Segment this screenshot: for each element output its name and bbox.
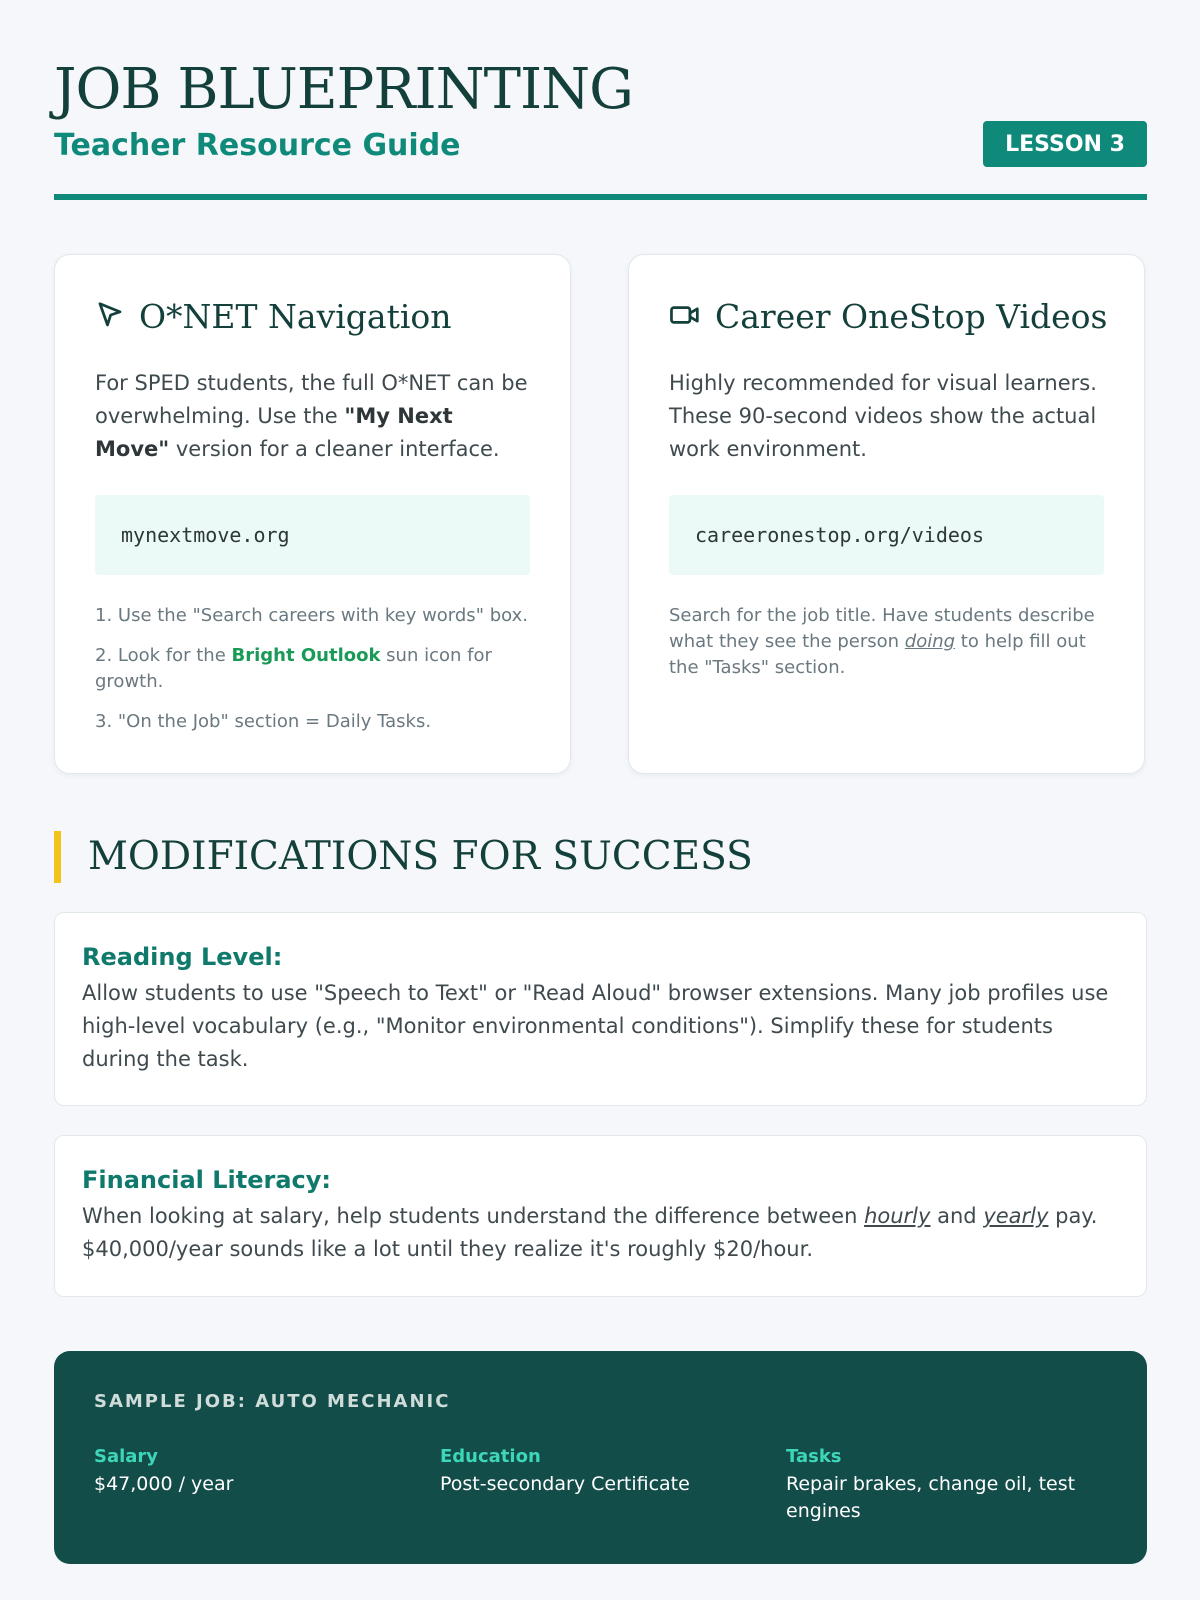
- careeronestop-card-description: Highly recommended for visual learners. These 90-second videos show the actual work environment.: [669, 371, 1097, 461]
- video-camera-icon: [669, 300, 701, 334]
- page-title: JOB BLUEPRINTING: [54, 57, 633, 122]
- onet-card-title: O*NET Navigation: [139, 297, 452, 336]
- salary-value: $47,000 / year: [94, 1473, 234, 1495]
- doing-emphasis: doing: [904, 631, 956, 652]
- bright-outlook-highlight: Bright Outlook: [231, 645, 381, 666]
- yearly-emphasis: yearly: [983, 1204, 1049, 1228]
- note-text: Search for the job title. Have students describe what they see the person: [669, 605, 1095, 652]
- reading-level-label: Reading Level:: [82, 943, 283, 971]
- reading-level-box: [54, 912, 1147, 1106]
- modifications-heading: MODIFICATIONS FOR SUCCESS: [54, 831, 753, 883]
- financial-literacy-text: [82, 1200, 1116, 1266]
- sample-job-panel: [54, 1351, 1147, 1564]
- career-onestop-card: [628, 254, 1145, 774]
- careeronestop-card-header: [669, 295, 1114, 339]
- cursor-arrow-icon: [95, 300, 125, 334]
- tasks-column: [786, 1445, 1096, 1525]
- careeronestop-card-title: Career OneStop Videos: [715, 297, 1108, 336]
- step-2-text-end: sun icon for growth.: [95, 645, 492, 692]
- my-next-move-emphasis: "My Next Move": [95, 404, 453, 461]
- careeronestop-url[interactable]: careeronestop.org/videos: [669, 495, 1104, 575]
- mynextmove-url[interactable]: mynextmove.org: [95, 495, 530, 575]
- onet-step-1: 1. Use the "Search careers with key words" box.: [95, 605, 528, 626]
- step-2-text: 2. Look for the: [95, 645, 232, 666]
- page-header: [54, 56, 1147, 200]
- tasks-label: Tasks: [786, 1446, 842, 1467]
- education-value: Post-secondary Certificate: [440, 1473, 690, 1495]
- tasks-value: Repair brakes, change oil, test engines: [786, 1473, 1076, 1522]
- onet-step-2: [95, 643, 530, 695]
- resource-guide-page: [54, 0, 1147, 1600]
- onet-navigation-card: [54, 254, 571, 774]
- reading-level-text: Allow students to use "Speech to Text" or "Read Aloud" browser extensions. Many job profiles use high-level vocabulary (e.g., "Monitor environmental conditions"). Simplify these for students during the task.: [82, 981, 1109, 1071]
- financial-text: When looking at salary, help students understand the difference between: [82, 1204, 865, 1228]
- page-subtitle: Teacher Resource Guide: [54, 128, 461, 163]
- sample-job-title: SAMPLE JOB: AUTO MECHANIC: [94, 1391, 451, 1412]
- onet-card-description: [95, 367, 534, 466]
- education-column: [440, 1445, 750, 1498]
- education-label: Education: [440, 1446, 541, 1467]
- header-divider: [54, 194, 1147, 200]
- hourly-emphasis: hourly: [864, 1204, 931, 1228]
- salary-column: [94, 1445, 404, 1498]
- onet-description-text-end: version for a cleaner interface.: [169, 437, 500, 461]
- lesson-badge: LESSON 3: [983, 121, 1147, 167]
- onet-step-3: 3. "On the Job" section = Daily Tasks.: [95, 711, 432, 732]
- careeronestop-instructions: [669, 603, 1104, 681]
- financial-literacy-label: Financial Literacy:: [82, 1166, 331, 1194]
- onet-steps-list: [95, 603, 530, 749]
- onet-description-text: For SPED students, the full O*NET can be overwhelming. Use the: [95, 371, 528, 428]
- financial-text-end: pay. $40,000/year sounds like a lot until they realize it's roughly $20/hour.: [82, 1204, 1098, 1261]
- note-text-end: to help fill out the "Tasks" section.: [669, 631, 1086, 678]
- financial-text-mid: and: [930, 1204, 984, 1228]
- onet-card-header: [95, 295, 540, 339]
- careeronestop-note: [669, 603, 1104, 695]
- salary-label: Salary: [94, 1446, 159, 1467]
- financial-literacy-box: [54, 1135, 1147, 1297]
